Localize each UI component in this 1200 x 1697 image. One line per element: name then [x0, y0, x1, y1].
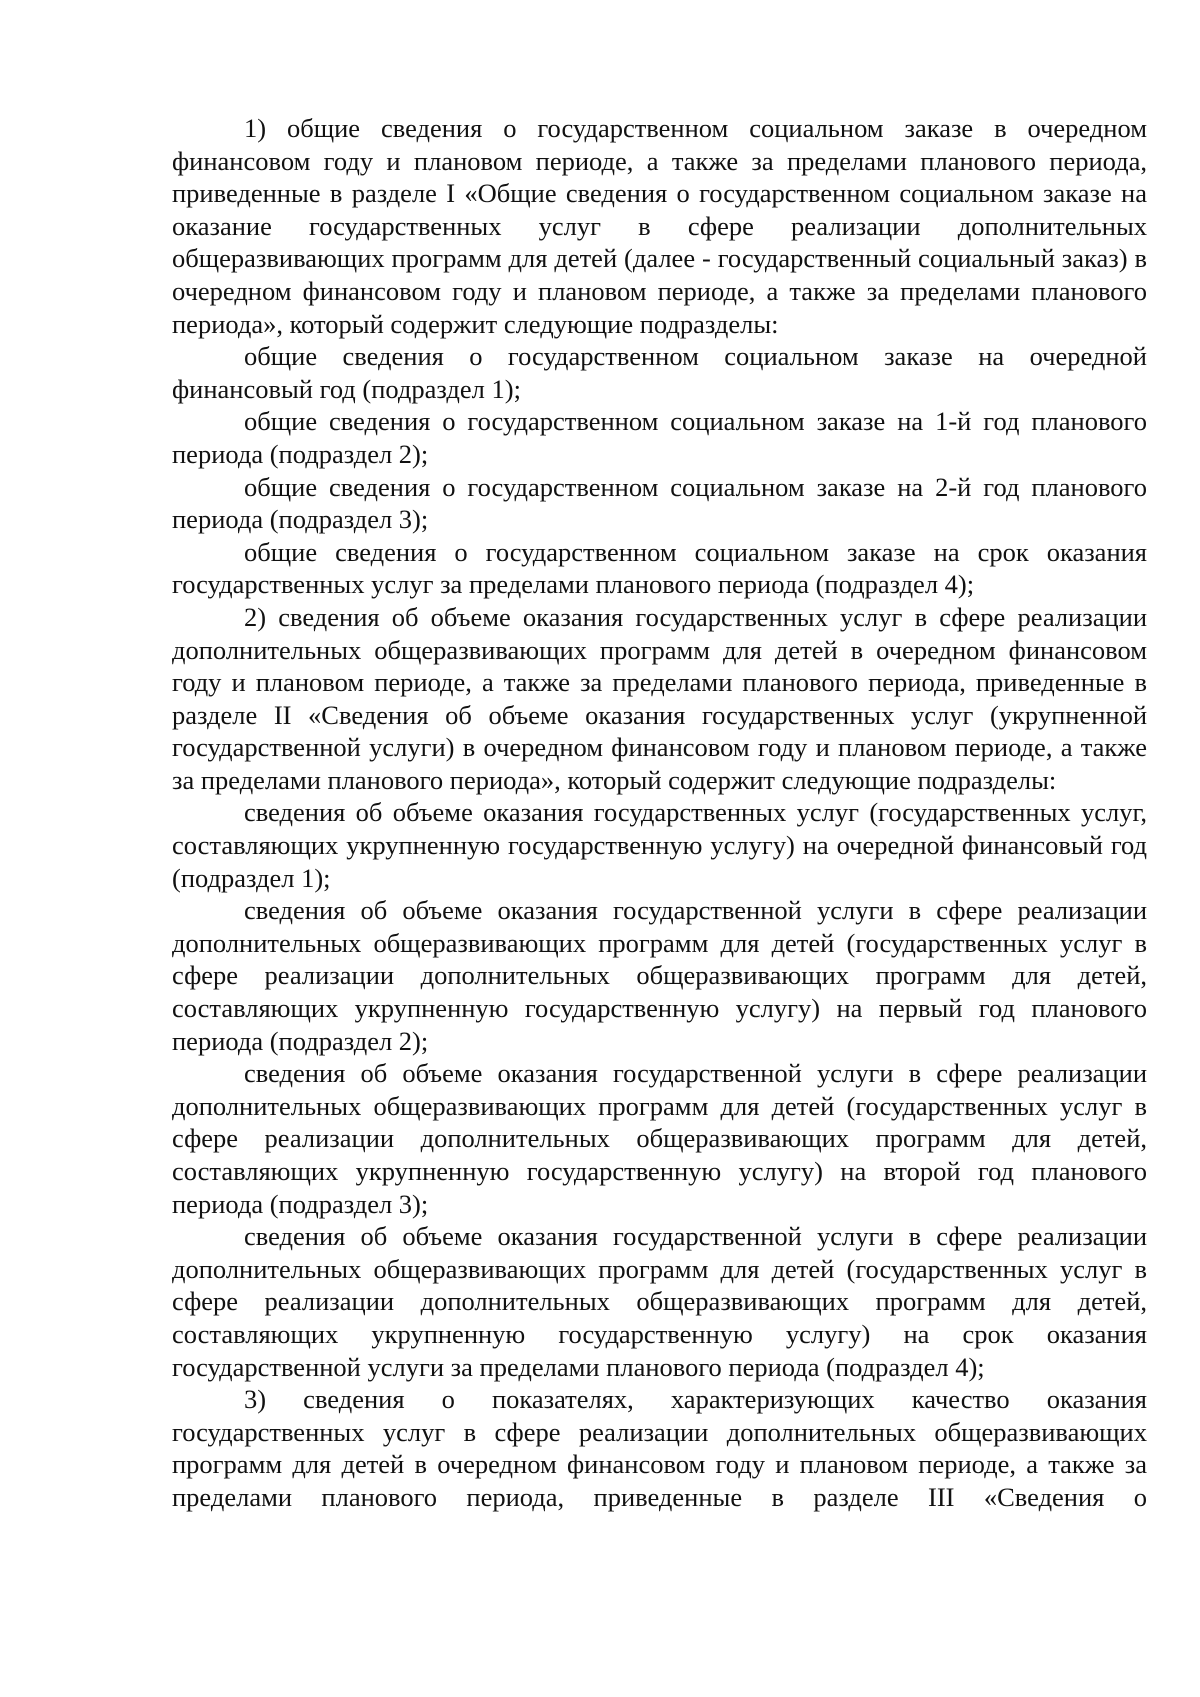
paragraph-volume-subsection-1: сведения об объеме оказания государственных услуг (государственных услуг, составляющих укрупненную государственную услугу) на очередной финансовый год (подраздел 1);	[172, 797, 1147, 893]
paragraph-volume-subsection-4: сведения об объеме оказания государственной услуги в сфере реализации дополнительных общеразвивающих программ для детей (государственных услуг в сфере реализации дополнительных общеразвивающих программ для детей, составляющих укрупненную государственную услугу) на срок оказания государственной услуги за пределами планового периода (подраздел 4);	[172, 1221, 1147, 1382]
paragraph-volume-subsection-2: сведения об объеме оказания государственной услуги в сфере реализации дополнительных общеразвивающих программ для детей (государственных услуг в сфере реализации дополнительных общеразвивающих программ для детей, составляющих укрупненную государственную услугу) на первый год планового периода (подраздел 2);	[172, 895, 1147, 1056]
paragraph-item-1-general-info: 1) общие сведения о государственном социальном заказе в очередном финансовом году и плановом периоде, а также за пределами планового периода, приведенные в разделе I «Общие сведения о государственном социальном заказе на оказание государственных услуг в сфере реализации дополнительных общеразвивающих программ для детей (далее - государственный социальный заказ) в очередном финансовом году и плановом периоде, а также за пределами планового периода», который содержит следующие подразделы:	[172, 113, 1147, 339]
document-body	[172, 112, 1147, 1514]
paragraph-item-2-volume-info: 2) сведения об объеме оказания государственных услуг в сфере реализации дополнительных общеразвивающих программ для детей в очередном финансовом году и плановом периоде, а также за пределами планового периода, приведенные в разделе II «Сведения об объеме оказания государственных услуг (укрупненной государственной услуги) в очередном финансовом году и плановом периоде, а также за пределами планового периода», который содержит следующие подразделы:	[172, 601, 1147, 795]
paragraph-subsection-2: общие сведения о государственном социальном заказе на 1-й год планового периода (подраздел 2);	[172, 406, 1147, 469]
paragraph-subsection-4: общие сведения о государственном социальном заказе на срок оказания государственных услуг за пределами планового периода (подраздел 4);	[172, 536, 1147, 600]
paragraph-item-3-quality-info: 3) сведения о показателях, характеризующих качество оказания государственных услуг в сфере реализации дополнительных общеразвивающих программ для детей в очередном финансовом году и плановом периоде, а также за пределами планового периода, приведенные в разделе III «Сведения о	[172, 1384, 1147, 1512]
paragraph-volume-subsection-3: сведения об объеме оказания государственной услуги в сфере реализации дополнительных общеразвивающих программ для детей (государственных услуг в сфере реализации дополнительных общеразвивающих программ для детей, составляющих укрупненную государственную услугу) на второй год планового периода (подраздел 3);	[172, 1058, 1147, 1219]
paragraph-subsection-3: общие сведения о государственном социальном заказе на 2-й год планового периода (подраздел 3);	[172, 471, 1147, 535]
paragraph-subsection-1: общие сведения о государственном социальном заказе на очередной финансовый год (подраздел 1);	[172, 341, 1147, 404]
